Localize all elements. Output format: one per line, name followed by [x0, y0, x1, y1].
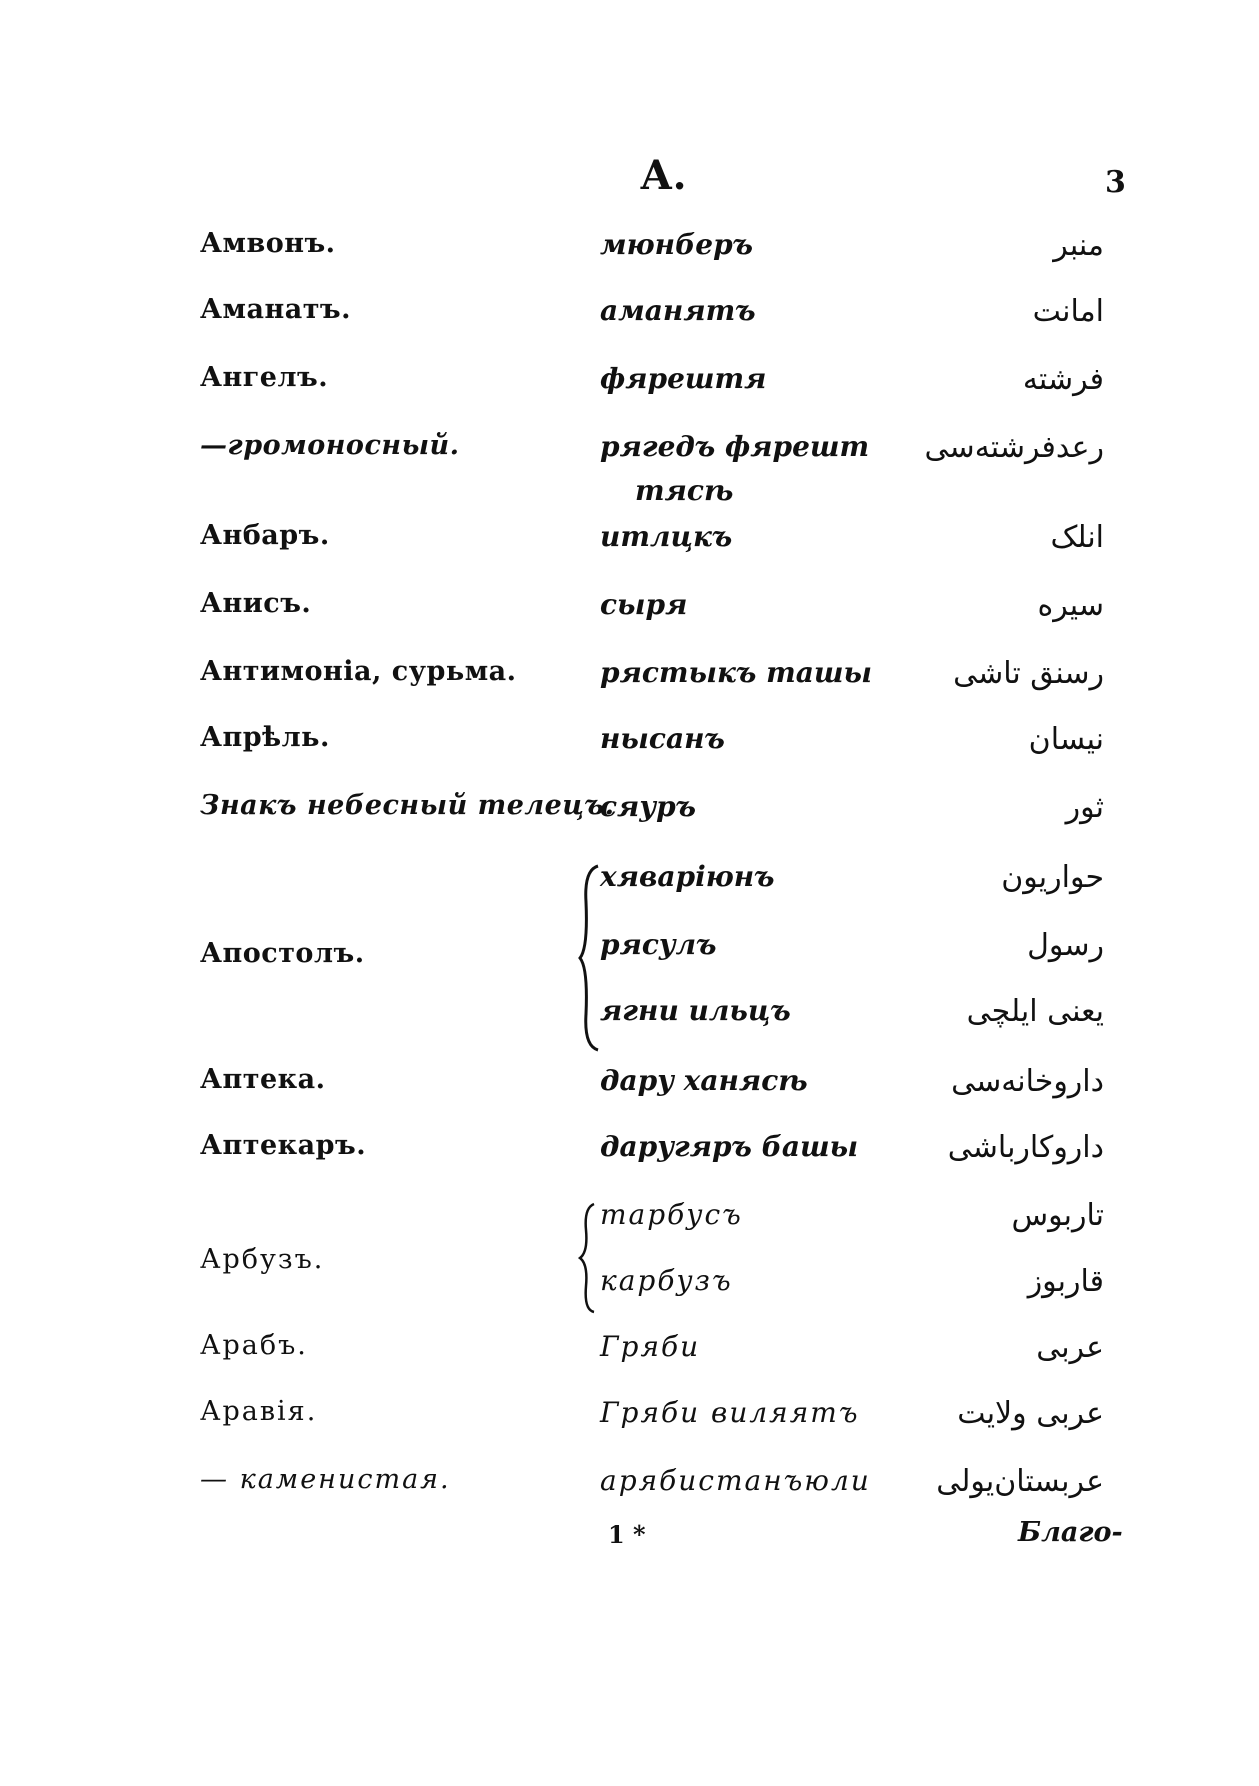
- russian-term: — каменистая.: [200, 1464, 451, 1495]
- transliteration: аманятъ: [600, 294, 756, 327]
- arabic-script: داروخانه‌سی: [951, 1064, 1104, 1099]
- russian-term: Арбузъ.: [200, 1244, 325, 1275]
- transliteration: мюнберъ: [600, 228, 754, 261]
- transliteration: Грябu виляятъ: [600, 1396, 860, 1429]
- catchword: Благо-: [1018, 1517, 1123, 1548]
- transliteration: ягни ильцъ: [600, 994, 791, 1027]
- russian-term: Знакъ небесный телецъ.: [200, 790, 615, 821]
- arabic-script: داروکارباشی: [947, 1130, 1104, 1165]
- arabic-script: تاربوس: [1011, 1198, 1104, 1233]
- transliteration: карбузъ: [600, 1264, 733, 1297]
- arabic-script: نیسان: [1028, 722, 1104, 757]
- russian-term: Антимоніа, сурьма.: [200, 656, 517, 687]
- russian-term: Арабъ.: [200, 1330, 308, 1361]
- transliteration: рястыкъ ташы: [600, 656, 872, 689]
- transliteration: рясулъ: [600, 928, 717, 961]
- transliteration: Грябu: [600, 1330, 701, 1363]
- arabic-script: رسول: [1027, 928, 1104, 963]
- russian-term: Аравія.: [200, 1396, 318, 1427]
- page-number: 3: [1105, 165, 1126, 200]
- transliteration: даругяръ башы: [600, 1130, 859, 1163]
- russian-term: Амвонъ.: [200, 228, 336, 259]
- grouping-brace: [578, 862, 600, 1054]
- transliteration: тарбусъ: [600, 1198, 743, 1231]
- arabic-script: امانت: [1032, 294, 1104, 329]
- transliteration: дару ханясѣ: [600, 1064, 808, 1097]
- section-letter: А.: [640, 152, 687, 199]
- arabic-script: ثور: [1065, 790, 1104, 825]
- transliteration: хяварiюнъ: [600, 860, 775, 893]
- arabic-script: انلک: [1050, 520, 1104, 555]
- arabic-script: قاربوز: [1027, 1264, 1104, 1299]
- arabic-script: حواریون: [1001, 860, 1104, 895]
- grouping-brace: [578, 1200, 596, 1316]
- arabic-script: عربستان‌یولی: [936, 1464, 1104, 1499]
- transliteration: рягедъ фярешт: [600, 430, 870, 463]
- russian-term: —громоносный.: [200, 430, 460, 461]
- transliteration: итлцкъ: [600, 520, 733, 553]
- russian-term: Апостолъ.: [200, 938, 365, 969]
- russian-term: Аптека.: [200, 1064, 326, 1095]
- russian-term: Ангелъ.: [200, 362, 329, 393]
- russian-term: Аманатъ.: [200, 294, 352, 325]
- transliteration: сяуръ: [600, 790, 697, 823]
- transliteration: арябистанъюли: [600, 1464, 871, 1497]
- russian-term: Апрѣль.: [200, 722, 330, 753]
- arabic-script: فرشته: [1022, 362, 1104, 397]
- russian-term: Аптекаръ.: [200, 1130, 367, 1161]
- transliteration: нысанъ: [600, 722, 725, 755]
- arabic-script: رسنق تاشی: [953, 656, 1104, 691]
- arabic-script: عربی ولایت: [957, 1396, 1104, 1431]
- transliteration-continued: тясѣ: [635, 474, 734, 507]
- transliteration: фярештя: [600, 362, 767, 395]
- arabic-script: سیره: [1037, 588, 1104, 623]
- arabic-script: منبر: [1053, 228, 1104, 263]
- arabic-script: عربی: [1036, 1330, 1104, 1365]
- russian-term: Анисъ.: [200, 588, 312, 619]
- russian-term: Анбаръ.: [200, 520, 330, 551]
- transliteration: сыря: [600, 588, 688, 621]
- signature-mark: 1 *: [608, 1520, 646, 1549]
- arabic-script: یعنی ایلچی: [966, 994, 1104, 1029]
- arabic-script: رعدفرشته‌سی: [924, 430, 1104, 465]
